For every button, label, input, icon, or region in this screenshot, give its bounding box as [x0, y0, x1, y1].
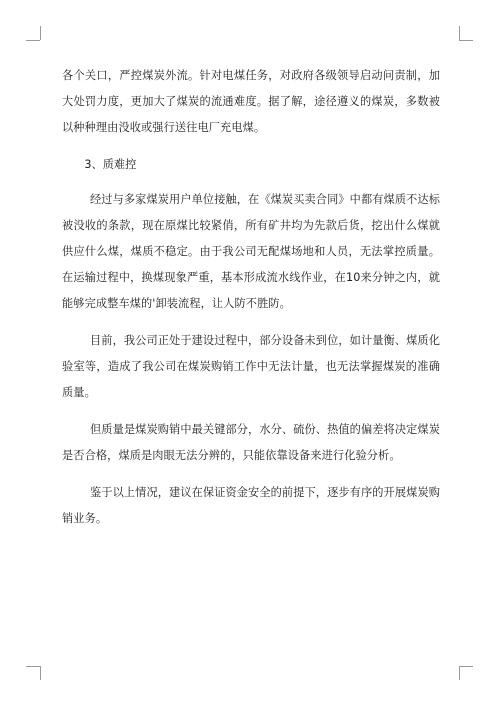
paragraph-recommendation: 鉴于以上情况，建议在保证资金安全的前提下，逐步有序的开展煤炭购销业务。 — [62, 486, 440, 525]
crop-mark-bottom-left-vertical — [40, 666, 41, 680]
document-body — [62, 63, 440, 543]
paragraph-contract-terms: 经过与多家煤炭用户单位接触，在《煤炭买卖合同》中都有煤质不达标被没收的条款，现在原煤比较紧俏，所有矿井均为先款后货，挖出什么煤就供应什么煤，煤质不稳定。由于我公司无配煤场地和人员，无法掌控质量。在运输过程中，换煤现象严重，基本形成流水线作业，在10来分钟之内，就能够完成整车煤的'卸装流程，让人防不胜防。 — [62, 193, 440, 310]
crop-mark-bottom-right-vertical — [459, 666, 460, 680]
crop-mark-top-right-horizontal — [459, 40, 473, 41]
paragraph-construction-status: 目前，我公司正处于建设过程中，部分设备未到位，如计量衡、煤质化验室等，造成了我公司在煤炭购销工作中无法计量，也无法掌握煤炭的准确质量。 — [62, 334, 440, 399]
crop-mark-bottom-left-horizontal — [26, 666, 40, 667]
crop-mark-bottom-right-horizontal — [459, 666, 473, 667]
crop-mark-top-right-vertical — [459, 26, 460, 40]
crop-mark-top-left-vertical — [40, 26, 41, 40]
section-heading-quality: 3、质难控 — [84, 158, 137, 171]
crop-mark-top-left-horizontal — [26, 40, 40, 41]
paragraph-quality-key: 但质量是煤炭购销中最关键部分，水分、硫份、热值的偏差将决定煤炭是否合格，煤质是肉眼无法分辨的，只能依靠设备来进行化验分析。 — [62, 423, 440, 462]
paragraph-controls: 各个关口，严控煤炭外流。针对电煤任务，对政府各级领导启动问责制，加大处罚力度，更加大了煤炭的流通难度。据了解，途径遵义的煤炭，多数被以种种理由没收或强行送往电厂充电煤。 — [62, 69, 440, 134]
